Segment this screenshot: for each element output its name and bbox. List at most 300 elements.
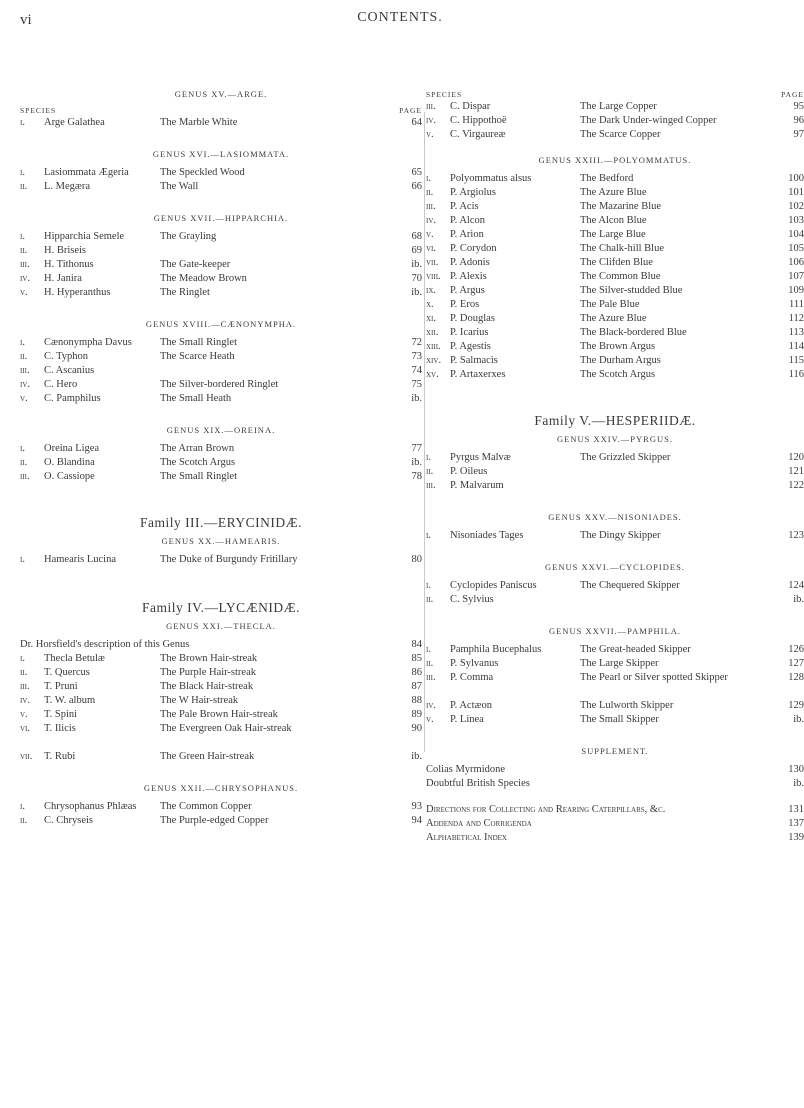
species-row — [20, 116, 422, 130]
page-number: 72 — [411, 337, 422, 348]
species-list — [20, 800, 422, 828]
roman-numeral: iv. — [426, 115, 437, 126]
page-number: 123 — [788, 530, 804, 541]
roman-numeral: viii. — [426, 271, 441, 282]
species-name: Lasiommata Ægeria — [44, 167, 129, 178]
roman-numeral: x. — [426, 299, 434, 310]
species-row — [20, 392, 422, 406]
species-row — [426, 465, 804, 479]
common-name: The Marble White — [160, 117, 238, 128]
species-name: P. Sylvanus — [450, 658, 499, 669]
species-row — [426, 340, 804, 354]
species-header: SPECIES — [426, 90, 463, 99]
roman-numeral: i. — [20, 801, 25, 812]
species-row — [20, 470, 422, 484]
roman-numeral: iv. — [20, 273, 31, 284]
roman-numeral: i. — [20, 653, 25, 664]
common-name: The Wall — [160, 181, 199, 192]
roman-numeral: i. — [426, 644, 431, 655]
common-name: The Silver-bordered Ringlet — [160, 379, 279, 390]
species-row — [426, 128, 804, 142]
roman-numeral: ii. — [20, 351, 28, 362]
page-number: 112 — [788, 313, 804, 324]
roman-numeral: iii. — [426, 201, 436, 212]
species-name: C. Hero — [44, 379, 78, 390]
roman-numeral: i. — [426, 580, 431, 591]
roman-numeral: iii. — [20, 471, 30, 482]
species-list — [426, 529, 804, 543]
species-name: C. Dispar — [450, 101, 491, 112]
species-name: P. Corydon — [450, 243, 497, 254]
genus-heading: GENUS XXIV.—PYRGUS. — [557, 434, 673, 444]
page-number: 70 — [411, 273, 422, 284]
roman-numeral: xiii. — [426, 341, 441, 352]
common-name: The Alcon Blue — [580, 215, 647, 226]
species-row — [20, 364, 422, 378]
species-name: H. Hyperanthus — [44, 287, 111, 298]
species-row — [426, 256, 804, 270]
page-number: 109 — [788, 285, 804, 296]
common-name: The Green Hair-streak — [160, 751, 255, 762]
species-list — [20, 116, 422, 130]
species-name: T. Rubi — [44, 751, 76, 762]
genus-heading: GENUS XVII.—HIPPARCHIA. — [153, 213, 289, 223]
family-heading: Family V.—HESPERIIDÆ. — [534, 413, 696, 428]
species-name: H. Janira — [44, 273, 82, 284]
species-row — [20, 694, 422, 708]
entry-text: Doubtful British Species — [426, 778, 530, 789]
species-row — [426, 200, 804, 214]
back-matter-list — [426, 803, 804, 845]
genus-heading: GENUS XXVI.—CYCLOPIDES. — [545, 562, 685, 572]
species-list — [20, 166, 422, 194]
page-number: 97 — [793, 129, 804, 140]
common-name: The Small Ringlet — [160, 471, 237, 482]
species-row — [426, 479, 804, 493]
roman-numeral: ix. — [426, 285, 437, 296]
page-number: 124 — [788, 580, 804, 591]
roman-numeral: iii. — [426, 672, 436, 683]
page-number: 90 — [411, 723, 422, 734]
species-name: P. Eros — [450, 299, 480, 310]
roman-numeral: i. — [20, 554, 25, 565]
species-list — [20, 652, 422, 764]
roman-numeral: ii. — [426, 187, 434, 198]
entry-text: Colias Myrmidone — [426, 764, 506, 775]
page-number: 65 — [411, 167, 422, 178]
page-number: ib. — [411, 751, 422, 762]
common-name: The Pale Blue — [580, 299, 640, 310]
common-name: The Brown Argus — [580, 341, 656, 352]
common-name — [160, 364, 398, 378]
family-heading: Family III.—ERYCINIDÆ. — [139, 515, 303, 530]
common-name: The Chalk-hill Blue — [580, 243, 664, 254]
common-name: The Purple Hair-streak — [160, 667, 257, 678]
common-name: The Grizzled Skipper — [580, 452, 671, 463]
species-name: P. Adonis — [450, 257, 490, 268]
species-row — [426, 284, 804, 298]
common-name: The Lulworth Skipper — [580, 700, 674, 711]
page-number: 88 — [411, 695, 422, 706]
species-name: P. Linea — [450, 714, 484, 725]
common-name: The Large Copper — [580, 101, 657, 112]
genus-heading: GENUS XXV.—NISONIADES. — [548, 512, 682, 522]
species-name: Pyrgus Malvæ — [450, 452, 511, 463]
roman-numeral: v. — [426, 229, 434, 240]
genus-heading: GENUS XXI.—THECLA. — [166, 621, 276, 631]
species-row — [20, 166, 422, 180]
species-row — [426, 368, 804, 382]
species-name: P. Malvarum — [450, 480, 504, 491]
entry-text: Alphabetical Index — [426, 832, 507, 843]
common-name: The Mazarine Blue — [580, 201, 662, 212]
common-name: The Large Skipper — [580, 658, 659, 669]
species-name: Nisoniades Tages — [450, 530, 524, 541]
species-row — [20, 350, 422, 364]
species-name: Arge Galathea — [44, 117, 105, 128]
roman-numeral: ii. — [426, 594, 434, 605]
roman-numeral: v. — [426, 714, 434, 725]
species-name: P. Arion — [450, 229, 484, 240]
common-name: The Common Blue — [580, 271, 661, 282]
species-name: P. Argiolus — [450, 187, 496, 198]
roman-numeral: ii. — [20, 457, 28, 468]
roman-numeral: iii. — [20, 259, 30, 270]
common-name: The Clifden Blue — [580, 257, 653, 268]
page-number: 129 — [788, 700, 804, 711]
entry-text: Dr. Horsfield's description of this Genus — [20, 639, 190, 650]
genus-heading: GENUS XXVII.—PAMPHILA. — [549, 626, 681, 636]
common-name: The Duke of Burgundy Fritillary — [160, 554, 298, 565]
contents-entry — [426, 803, 804, 817]
page-number: 126 — [788, 644, 804, 655]
page-number: ib. — [411, 287, 422, 298]
common-name: The Small Skipper — [580, 714, 659, 725]
species-name: Cyclopides Paniscus — [450, 580, 537, 591]
species-row — [426, 699, 804, 713]
species-row — [426, 186, 804, 200]
right-column — [426, 88, 804, 845]
entry-page: ib. — [793, 778, 804, 789]
page-number: 85 — [411, 653, 422, 664]
species-row — [426, 657, 804, 671]
species-name: Chrysophanus Phlæas — [44, 801, 137, 812]
common-name: The Evergreen Oak Hair-streak — [160, 723, 292, 734]
common-name: The Grayling — [160, 231, 217, 242]
roman-numeral: vi. — [426, 243, 437, 254]
running-title: CONTENTS. — [357, 10, 443, 25]
species-row — [426, 312, 804, 326]
species-row — [20, 378, 422, 392]
genus-heading: GENUS XXIII.—POLYOMMATUS. — [538, 155, 692, 165]
species-row — [426, 671, 804, 699]
species-list — [426, 172, 804, 382]
page-number: 100 — [788, 173, 804, 184]
roman-numeral: i. — [426, 452, 431, 463]
roman-numeral: iii. — [426, 101, 436, 112]
species-name: C. Pamphilus — [44, 393, 101, 404]
species-row — [20, 258, 422, 272]
genus-heading: GENUS XVI.—LASIOMMATA. — [152, 149, 290, 159]
species-name: P. Comma — [450, 672, 494, 683]
species-name: P. Salmacis — [450, 355, 498, 366]
common-name: The Large Blue — [580, 229, 646, 240]
species-name: T. W. album — [44, 695, 96, 706]
page-number: 106 — [788, 257, 804, 268]
species-row — [20, 800, 422, 814]
page-number: 86 — [411, 667, 422, 678]
entry-text: Addenda and Corrigenda — [426, 818, 532, 829]
species-row — [20, 180, 422, 194]
page-number: 94 — [411, 815, 422, 826]
roman-numeral: iv. — [426, 700, 437, 711]
page-number: ib. — [793, 714, 804, 725]
species-row — [426, 643, 804, 657]
page-number: 64 — [411, 117, 422, 128]
species-list — [20, 230, 422, 300]
common-name: The Purple-edged Copper — [160, 815, 269, 826]
species-name: T. Pruni — [44, 681, 78, 692]
roman-numeral: v. — [20, 709, 28, 720]
entry-page: 137 — [788, 818, 804, 829]
page-number: 111 — [789, 299, 804, 310]
species-name: C. Virgaureæ — [450, 129, 506, 140]
common-name: The Bedford — [580, 173, 634, 184]
species-row — [20, 666, 422, 680]
species-row — [426, 326, 804, 340]
common-name: The Pale Brown Hair-streak — [160, 709, 278, 720]
roman-numeral: v. — [20, 287, 28, 298]
common-name: The Scotch Argus — [160, 457, 236, 468]
page-number: 77 — [411, 443, 422, 454]
species-name: P. Acis — [450, 201, 479, 212]
common-name: The Small Heath — [160, 393, 232, 404]
species-list — [20, 442, 422, 484]
roman-numeral: i. — [20, 167, 25, 178]
species-name: P. Actæon — [450, 700, 493, 711]
common-name: The Chequered Skipper — [580, 580, 680, 591]
page-number: 87 — [411, 681, 422, 692]
species-row — [426, 451, 804, 465]
species-name: P. Argus — [450, 285, 485, 296]
species-name: H. Briseis — [44, 245, 86, 256]
common-name: The Durham Argus — [580, 355, 661, 366]
roman-numeral: ii. — [20, 245, 28, 256]
common-name: The Dingy Skipper — [580, 530, 661, 541]
roman-numeral: ii. — [426, 466, 434, 477]
left-column — [20, 88, 422, 828]
roman-numeral: xii. — [426, 327, 439, 338]
contents-entry — [426, 763, 804, 777]
genus-heading: GENUS XVIII.—CÆNONYMPHA. — [145, 319, 297, 329]
page-number: ib. — [411, 259, 422, 270]
page-number: 120 — [788, 452, 804, 463]
roman-numeral: i. — [426, 530, 431, 541]
page-number: ib. — [793, 594, 804, 605]
genus-heading: GENUS XX.—HAMEARIS. — [161, 536, 281, 546]
common-name — [160, 244, 398, 258]
page-number: 107 — [788, 271, 804, 282]
entry-page: 139 — [788, 832, 804, 843]
supplement-heading: SUPPLEMENT. — [581, 746, 649, 756]
contents-entry — [426, 817, 804, 831]
roman-numeral: i. — [426, 173, 431, 184]
species-row — [426, 172, 804, 186]
page-number: ib. — [411, 457, 422, 468]
species-name: P. Icarius — [450, 327, 489, 338]
family-heading: Family IV.—LYCÆNIDÆ. — [141, 600, 301, 615]
species-list — [426, 451, 804, 493]
species-row — [20, 230, 422, 244]
supplement-list — [426, 763, 804, 791]
species-name: P. Alexis — [450, 271, 487, 282]
page-header: PAGE — [399, 106, 422, 115]
common-name — [580, 593, 780, 607]
species-row — [426, 270, 804, 284]
species-name: C. Hippothoë — [450, 115, 507, 126]
roman-numeral: vi. — [20, 723, 31, 734]
species-row — [20, 442, 422, 456]
roman-numeral: i. — [20, 117, 25, 128]
species-row — [20, 244, 422, 258]
common-name — [580, 479, 780, 493]
roman-numeral: v. — [426, 129, 434, 140]
common-name: The Great-headed Skipper — [580, 644, 691, 655]
species-name: P. Douglas — [450, 313, 495, 324]
page-number: 104 — [788, 229, 804, 240]
roman-numeral: vii. — [426, 257, 439, 268]
roman-numeral: iv. — [20, 695, 31, 706]
species-row — [20, 286, 422, 300]
species-row — [426, 529, 804, 543]
species-row — [20, 553, 422, 581]
species-row — [20, 708, 422, 722]
species-header: SPECIES — [20, 106, 57, 115]
page-number: 75 — [411, 379, 422, 390]
species-name: Pamphila Bucephalus — [450, 644, 542, 655]
species-row — [426, 242, 804, 256]
roman-numeral: i. — [20, 231, 25, 242]
page-number: 78 — [411, 471, 422, 482]
species-name: Oreina Ligea — [44, 443, 100, 454]
common-name: The Brown Hair-streak — [160, 653, 258, 664]
page-number: 68 — [411, 231, 422, 242]
page-number: 93 — [411, 801, 422, 812]
species-name: O. Cassiope — [44, 471, 95, 482]
species-name: C. Ascanius — [44, 365, 95, 376]
species-name: T. Quercus — [44, 667, 90, 678]
species-name: Hipparchia Semele — [44, 231, 125, 242]
species-row — [426, 298, 804, 312]
roman-numeral: xi. — [426, 313, 437, 324]
common-name: The Ringlet — [160, 287, 210, 298]
species-name: P. Oileus — [450, 466, 488, 477]
roman-numeral: ii. — [426, 658, 434, 669]
genus-description-entry — [20, 638, 422, 652]
page-number: 116 — [788, 369, 804, 380]
species-name: P. Alcon — [450, 215, 486, 226]
species-name: C. Sylvius — [450, 594, 494, 605]
species-row — [426, 713, 804, 727]
roman-numeral: ii. — [20, 667, 28, 678]
page-number: 74 — [411, 365, 422, 376]
page-number: 102 — [788, 201, 804, 212]
page-number: 127 — [788, 658, 804, 669]
common-name: The W Hair-streak — [160, 695, 239, 706]
page-number: 114 — [788, 341, 804, 352]
page-number: 122 — [788, 480, 804, 491]
roman-numeral: v. — [20, 393, 28, 404]
roman-numeral: iii. — [426, 480, 436, 491]
roman-numeral: vii. — [20, 751, 33, 762]
species-name: Thecla Betulæ — [44, 653, 105, 664]
common-name: The Black-bordered Blue — [580, 327, 687, 338]
page-number: 105 — [788, 243, 804, 254]
species-name: T. Ilicis — [44, 723, 76, 734]
page-number: vi — [20, 12, 32, 28]
species-name: P. Agestis — [450, 341, 491, 352]
species-row — [426, 214, 804, 228]
species-name: Cænonympha Davus — [44, 337, 132, 348]
common-name: The Pearl or Silver spotted Skipper — [580, 672, 728, 683]
page-number: 89 — [411, 709, 422, 720]
species-row — [20, 652, 422, 666]
common-name: The Meadow Brown — [160, 273, 247, 284]
species-name: H. Tithonus — [44, 259, 94, 270]
roman-numeral: iv. — [20, 379, 31, 390]
page-number: 113 — [788, 327, 804, 338]
species-name: C. Chryseis — [44, 815, 94, 826]
common-name: The Speckled Wood — [160, 167, 245, 178]
page-number: 128 — [788, 672, 804, 683]
common-name: The Gate-keeper — [160, 259, 231, 270]
roman-numeral: xiv. — [426, 355, 442, 366]
roman-numeral: iv. — [426, 215, 437, 226]
species-row — [20, 750, 422, 764]
page-number: 115 — [788, 355, 804, 366]
entry-page: 130 — [788, 764, 804, 775]
common-name: The Azure Blue — [580, 187, 647, 198]
page-number: 101 — [788, 187, 804, 198]
species-list — [426, 579, 804, 607]
species-name: T. Spini — [44, 709, 78, 720]
species-name: L. Megæra — [44, 181, 91, 192]
column-headers — [20, 106, 422, 116]
species-row — [426, 100, 804, 114]
roman-numeral: iii. — [20, 681, 30, 692]
species-row — [20, 722, 422, 750]
common-name: The Common Copper — [160, 801, 252, 812]
roman-numeral: i. — [20, 337, 25, 348]
species-row — [426, 354, 804, 368]
common-name: The Silver-studded Blue — [580, 285, 683, 296]
common-name: The Scarce Copper — [580, 129, 661, 140]
common-name: The Arran Brown — [160, 443, 235, 454]
common-name: The Scarce Heath — [160, 351, 235, 362]
page-number: 95 — [793, 101, 804, 112]
common-name: The Black Hair-streak — [160, 681, 254, 692]
page-number: 66 — [411, 181, 422, 192]
species-row — [20, 814, 422, 828]
species-list — [20, 336, 422, 406]
species-row — [426, 593, 804, 607]
page-number: 73 — [411, 351, 422, 362]
species-name: C. Typhon — [44, 351, 88, 362]
contents-entry — [426, 831, 804, 845]
species-row — [426, 579, 804, 593]
species-name: P. Artaxerxes — [450, 369, 506, 380]
page-number: 80 — [411, 554, 422, 565]
